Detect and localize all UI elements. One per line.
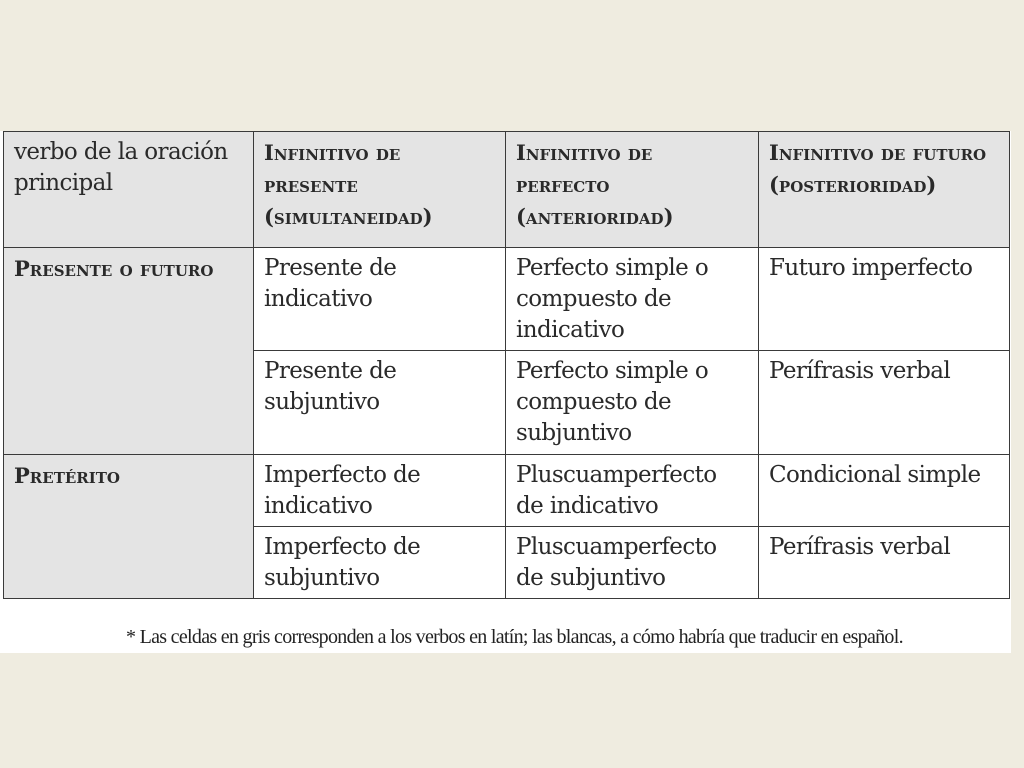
table-cell: Pluscuamperfecto de indicativo: [506, 455, 759, 527]
table-cell: Presente de subjuntivo: [254, 351, 506, 455]
table-cell: Perífrasis verbal: [759, 527, 1010, 599]
table-cell: Perfecto simple o compuesto de indicativo: [506, 248, 759, 351]
table-cell: Imperfecto de subjuntivo: [254, 527, 506, 599]
header-col3-label: Infinitivo de futuro (posterioridad): [769, 140, 987, 197]
infinitive-tense-table: [3, 131, 1010, 599]
header-col1-label: Infinitivo de presente (simultaneidad): [264, 140, 433, 229]
table-cell: Perífrasis verbal: [759, 351, 1010, 455]
table-row: [4, 455, 1010, 527]
row-label-presente-futuro: [4, 248, 254, 455]
header-col2: [506, 132, 759, 248]
table-cell: Pluscuamperfecto de subjuntivo: [506, 527, 759, 599]
table-cell: Condicional simple: [759, 455, 1010, 527]
header-col1: [254, 132, 506, 248]
table-cell: Futuro imperfecto: [759, 248, 1010, 351]
group1-label: Presente o futuro: [14, 256, 214, 281]
header-col3: [759, 132, 1010, 248]
table-cell: Presente de indicativo: [254, 248, 506, 351]
table-cell: Perfecto simple o compuesto de subjuntivo: [506, 351, 759, 455]
content-panel: [0, 131, 1011, 653]
table-row: [4, 248, 1010, 351]
header-col2-label: Infinitivo de perfecto (anterioridad): [516, 140, 674, 229]
header-row: [4, 132, 1010, 248]
corner-label: verbo de la oración principal: [14, 139, 228, 196]
corner-cell: [4, 132, 254, 248]
footnote: * Las celdas en gris corresponden a los verbos en latín; las blancas, a cómo habría que traducir en español.: [126, 626, 903, 648]
table-cell: Imperfecto de indicativo: [254, 455, 506, 527]
group2-label: Pretérito: [14, 463, 120, 488]
row-label-preterito: [4, 455, 254, 599]
